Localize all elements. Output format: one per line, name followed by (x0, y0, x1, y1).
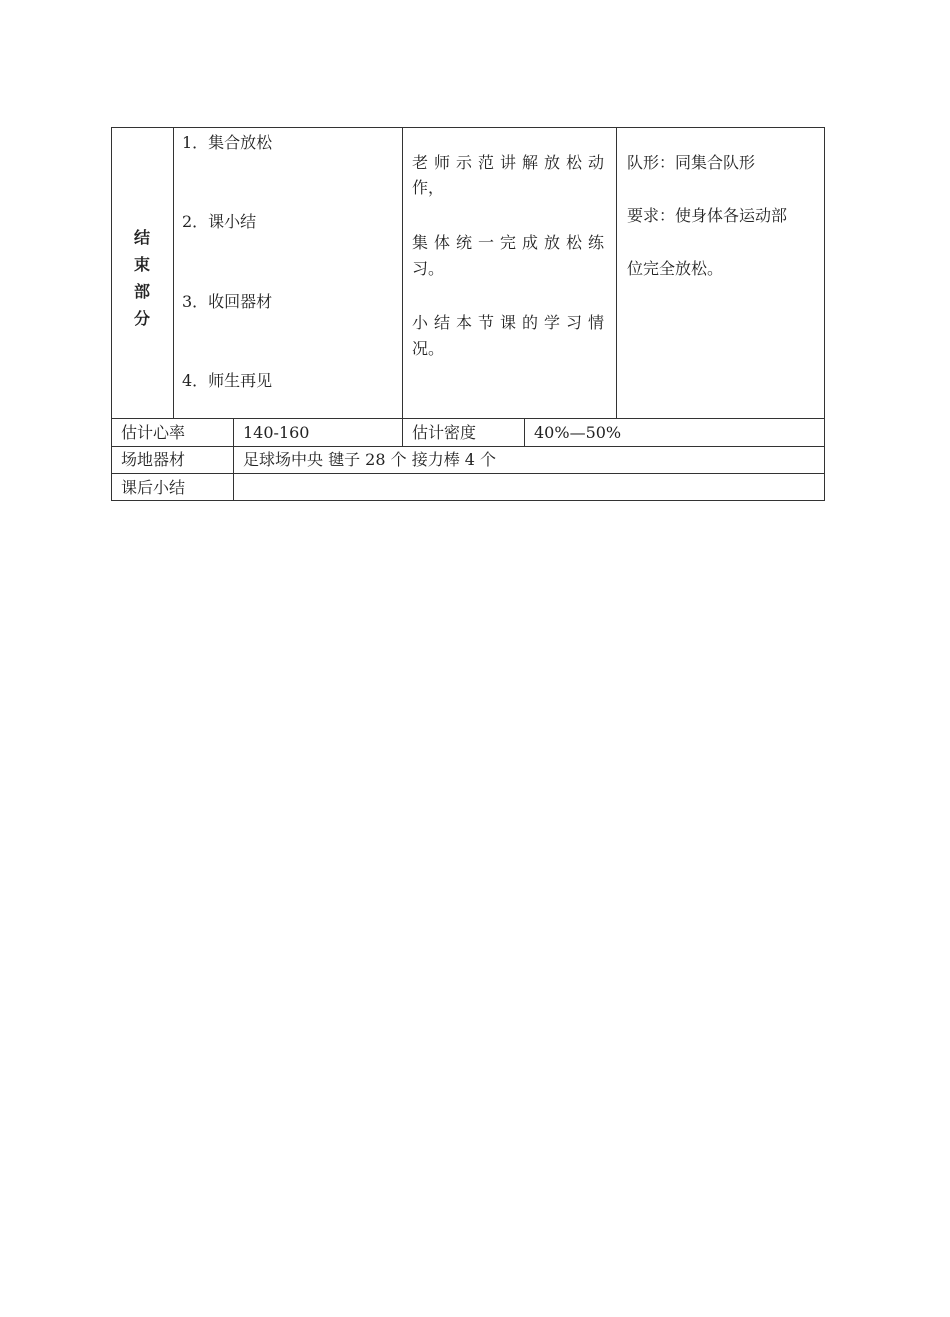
heart-rate-label: 估计心率 (121, 423, 186, 442)
method-text: 作， (412, 178, 445, 197)
content-item: 4．师生再见 (182, 371, 273, 390)
organization-text: 队形：同集合队形 (627, 153, 756, 172)
method-text: 老师示范讲解放松动 (412, 153, 611, 172)
equipment-label: 场地器材 (121, 450, 186, 469)
grid-line (402, 128, 403, 446)
grid-line (616, 128, 617, 418)
grid-line (112, 446, 824, 447)
method-text: 小结本节课的学习情 (412, 313, 611, 332)
method-text: 况。 (412, 339, 445, 358)
organization-text: 位完全放松。 (627, 259, 724, 278)
content-item: 1．集合放松 (182, 133, 273, 152)
lesson-plan-table (111, 127, 825, 501)
summary-label: 课后小结 (121, 478, 186, 497)
density-label: 估计密度 (412, 423, 477, 442)
grid-line (524, 418, 525, 446)
content-item: 3．收回器材 (182, 292, 273, 311)
grid-line (112, 473, 824, 474)
equipment-value: 足球场中央 毽子 28 个 接力棒 4 个 (243, 450, 497, 469)
organization-text: 要求：使身体各运动部 (627, 206, 788, 225)
content-item: 2．课小结 (182, 212, 257, 231)
grid-line (112, 418, 824, 419)
density-value: 40%—50% (534, 423, 622, 442)
method-text: 集体统一完成放松练 (412, 233, 611, 252)
grid-line (173, 128, 174, 418)
method-text: 习。 (412, 259, 445, 278)
section-label: 结束部分 (133, 228, 150, 328)
heart-rate-value: 140-160 (243, 423, 310, 442)
grid-line (233, 418, 234, 500)
